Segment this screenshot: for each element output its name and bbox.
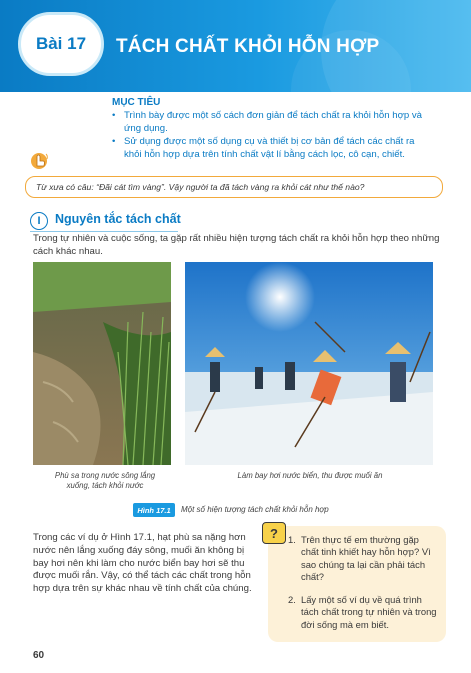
opening-question: Từ xưa có câu: “Đãi cát tìm vàng”. Vậy người ta đã tách vàng ra khỏi cát như thế nào? (25, 176, 443, 198)
question-icon: ? (262, 522, 286, 544)
body-paragraph: Trong các ví dụ ở Hình 17.1, hạt phù sa nặng hơn nước nên lắng xuống đáy sông, muối ăn không bị bay hơi nên khi làm cho nước biển bay hơi sẽ thu được muối rắn. Vậy, có thể tách các chất trong hỗn hợp dựa trên sự khác nhau về tính chất của chúng. (33, 532, 252, 595)
lesson-title: TÁCH CHẤT KHỎI HỖN HỢP (116, 36, 380, 57)
question-item (288, 594, 438, 631)
question-text: Trên thực tế em thường gặp chất tinh khiết hay hỗn hợp? Vì sao chúng ta lại cần phải tách chất? (301, 534, 431, 583)
question-text: Lấy một số ví dụ về quá trình tách chất trong tự nhiên và trong đời sống mà em biết. (301, 594, 437, 630)
section-underline (30, 231, 178, 232)
lesson-number-badge: Bài 17 (18, 12, 104, 76)
river-sediment-photo (33, 262, 171, 465)
question-number: 1. (288, 534, 296, 545)
section-number: I (30, 212, 48, 230)
figure-caption: Một số hiện tượng tách chất khỏi hỗn hợp (181, 505, 329, 514)
right-photo-caption: Làm bay hơi nước biển, thu được muối ăn (237, 471, 383, 480)
salt-field-photo (185, 262, 433, 465)
objective-text: Sử dụng được một số dụng cụ và thiết bị cơ bản để tách các chất ra khỏi hỗn hợp dựa trên tính chất vật lí bằng cách lọc, cô cạn, chiết. (124, 136, 415, 160)
page-number: 60 (33, 650, 45, 661)
section-title: Nguyên tắc tách chất (55, 212, 181, 226)
questions-box (268, 526, 446, 642)
objective-item (112, 136, 432, 161)
section-intro: Trong tự nhiên và cuộc sống, ta gặp rất nhiều hiện tượng tách chất ra khỏi hỗn hợp theo những cách khác nhau. (33, 233, 440, 257)
bullet: • (112, 110, 116, 121)
bullet: • (112, 136, 116, 147)
objective-text: Trình bày được một số cách đơn giản để tách chất ra khỏi hỗn hợp và ứng dụng. (124, 110, 422, 134)
hand-pointer-icon (30, 150, 52, 172)
figure-label: Hình 17.1 (133, 503, 175, 517)
question-number: 2. (288, 594, 296, 605)
objectives-heading: MỤC TIÊU (112, 97, 161, 108)
left-photo-caption: Phù sa trong nước sông lắng xuống, tách khỏi nước (54, 471, 156, 490)
question-item (288, 534, 438, 584)
objective-item (112, 110, 432, 135)
